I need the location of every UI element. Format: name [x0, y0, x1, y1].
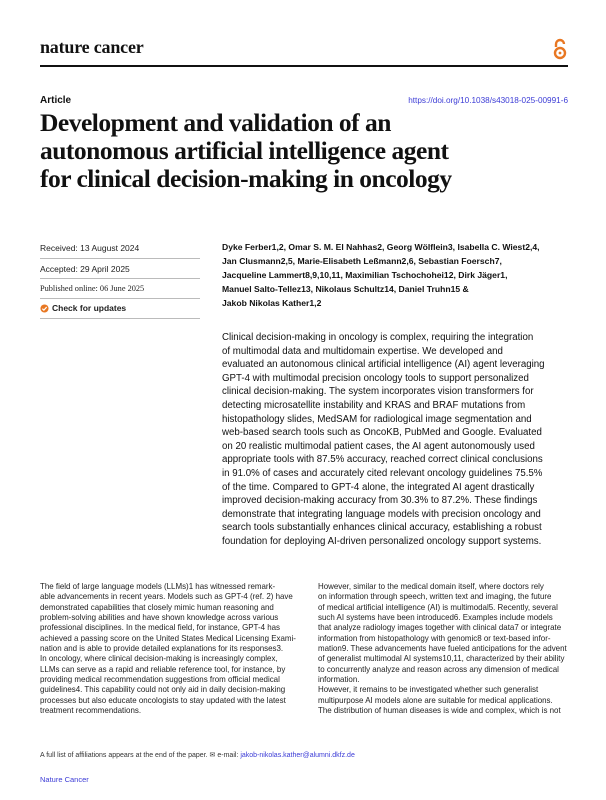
author-line: Jakob Nikolas Kather1,2 [222, 298, 322, 308]
footnote-text: A full list of affiliations appears at the end of the paper. [40, 752, 208, 759]
footer-journal: Nature Cancer [40, 775, 89, 784]
body-line: LLMs can serve as a rapid and reliable reference tool, for instance, by [40, 664, 286, 674]
body-line: information from histopathology with genomic8 or text-based infor- [318, 633, 551, 643]
body-line: professional disciplines. In the medical field, for instance, GPT-4 has [40, 623, 281, 633]
email-link[interactable]: jakob-nikolas.kather@alumni.dkfz.de [240, 752, 355, 759]
abstract-line: on 20 realistic multimodal patient cases, the AI agent autonomously used [222, 440, 535, 452]
body-line: However, it remains to be investigated whether such generalist [318, 685, 539, 695]
title-line: for clinical decision-making in oncology [40, 164, 452, 193]
abstract-line: of multimodal data and multidomain expertise. We developed and [222, 345, 503, 357]
body-line: mation9. These advancements have fueled anticipations for the advent [318, 644, 567, 654]
body-line: However, similar to the medical domain itself, where doctors rely [318, 582, 544, 591]
abstract-line: Clinical decision-making in oncology is complex, requiring the integration [222, 332, 534, 343]
abstract-line: evaluated an autonomous clinical artificial intelligence (AI) agent leveraging [222, 359, 545, 371]
body-line: such AI systems have been introduced6. Examples include models [318, 613, 553, 623]
abstract-line: in 91.0% of cases and accurately cited relevant oncology guidelines 75.5% [222, 467, 543, 479]
abstract-line: foundation for deploying AI-driven personalized oncology support systems. [222, 535, 542, 547]
check-updates-icon [40, 304, 49, 313]
body-line: that analyze radiology images together with clinical data7 or integrate [318, 623, 562, 633]
body-line: nation and is able to provide detailed explanations for its responses3. [40, 644, 284, 654]
body-line: guidelines4. This capability could not only aid in daily decision-making [40, 685, 286, 695]
body-line: In oncology, where clinical decision-making is increasingly complex, [40, 654, 278, 664]
envelope-icon: ✉ [209, 752, 216, 759]
body-line: information. [318, 675, 360, 685]
body-line: to concurrently analyze and reason across any dimension of medical [318, 664, 559, 674]
body-line: of medical artificial intelligence (AI) is multimodal5. Recently, several [318, 602, 558, 612]
abstract-line: search tools substantially enhances clinical accuracy, establishing a robust [222, 522, 542, 534]
divider [40, 318, 200, 319]
divider [40, 258, 200, 259]
author-line: Manuel Salto-Tellez13, Nikolaus Schultz14, Daniel Truhn15 & [222, 284, 469, 294]
abstract-line: detecting microsatellite instability and KRAS and BRAF mutations from [222, 399, 526, 411]
body-column-left [40, 582, 296, 716]
body-line: of generalist multimodal AI systems10,11, characterized by their ability [318, 654, 565, 664]
check-for-updates[interactable] [40, 303, 126, 313]
abstract-line: web-based search tools such as OncoKB, PubMed and Google. Evaluated [222, 427, 542, 439]
title-line: Development and validation of an [40, 108, 391, 137]
abstract-line: of the time. Compared to GPT-4 alone, the integrated AI agent drastically [222, 481, 535, 493]
abstract-line: GPT-4 with multimodal precision oncology tools to support personalized [222, 372, 529, 384]
body-line: achieved a passing score on the United States Medical Licensing Exami- [40, 633, 296, 643]
header-rule [40, 65, 568, 67]
body-line: processes but also educate oncologists to stay updated with the latest [40, 695, 286, 705]
article-type: Article [40, 95, 72, 106]
body-line: able advancements in recent years. Models such as GPT-4 (ref. 2) have [40, 592, 293, 602]
body-line: on information through speech, written text and imaging, the future [318, 592, 552, 602]
body-line: treatment recommendations. [40, 706, 142, 716]
abstract-line: histopathology slides, MedSAM for radiological image segmentation and [222, 413, 532, 425]
received-date: Received: 13 August 2024 [40, 243, 140, 253]
author-line: Jacqueline Lammert8,9,10,11, Maximilian Tschochohei12, Dirk Jäger1, [222, 270, 508, 280]
body-line: providing medical recommendation suggestions from official medical [40, 675, 280, 685]
abstract-line: clinical decision-making. The system incorporates vision transformers for [222, 386, 534, 398]
abstract-line: improved decision-making accuracy from 30.3% to 87.2%. These findings [222, 495, 538, 507]
abstract-line: demonstrate that integrating language models with precision oncology and [222, 508, 541, 520]
abstract [222, 331, 572, 549]
email-label: e-mail: [217, 752, 239, 759]
body-line: The field of large language models (LLMs)1 has witnessed remark- [40, 582, 276, 591]
author-line: Dyke Ferber1,2, Omar S. M. El Nahhas2, Georg Wölflein3, Isabella C. Wiest2,4, [222, 242, 540, 252]
doi-link[interactable]: https://doi.org/10.1038/s43018-025-00991-6 [408, 96, 568, 105]
body-line: The distribution of human diseases is wide and complex, which is not [318, 706, 561, 716]
published-date: Published online: 06 June 2025 [40, 284, 145, 293]
title-line: autonomous artificial intelligence agent [40, 136, 449, 165]
author-line: Jan Clusmann2,5, Marie-Elisabeth Leßmann2,6, Sebastian Foersch7, [222, 256, 502, 266]
abstract-line: appropriate tools with 87.5% accuracy, reached correct clinical conclusions [222, 454, 543, 466]
check-updates-label: Check for updates [52, 303, 127, 313]
affiliation-footnote [40, 751, 355, 759]
article-title [40, 109, 570, 193]
body-line: demonstrated capabilities that closely mimic human reasoning and [40, 602, 274, 612]
accepted-date: Accepted: 29 April 2025 [40, 264, 130, 274]
body-line: multipurpose AI models alone are suitable for medical applications. [318, 695, 553, 705]
divider [40, 298, 200, 299]
body-line: problem-solving abilities and have shown knowledge across various [40, 613, 279, 623]
author-list [222, 240, 572, 310]
divider [40, 278, 200, 279]
journal-name: nature cancer [40, 37, 144, 57]
open-access-icon[interactable] [552, 38, 568, 60]
body-column-right [318, 582, 570, 716]
